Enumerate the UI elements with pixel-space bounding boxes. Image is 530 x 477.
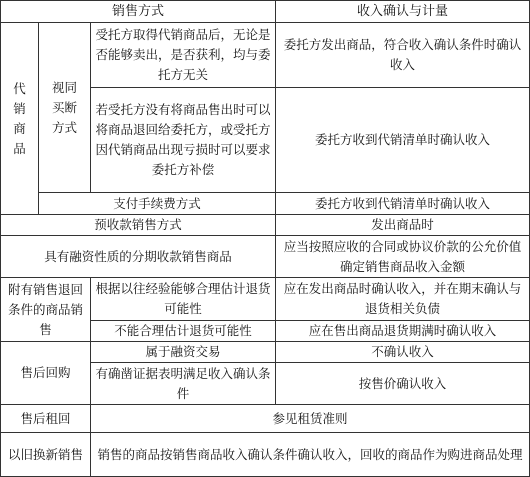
return-case2-condition: 不能合理估计退货可能性 bbox=[91, 321, 276, 342]
table-row bbox=[1, 215, 530, 236]
header-sales-method: 销售方式 bbox=[1, 1, 276, 23]
table-row bbox=[1, 193, 530, 215]
header-revenue-recognition: 收入确认与计量 bbox=[276, 1, 530, 23]
table-row bbox=[1, 433, 530, 477]
return-case1-condition: 根据以往经验能够合理估计退货可能性 bbox=[91, 278, 276, 321]
leaseback-recognition: 参见租赁准则 bbox=[91, 405, 530, 433]
buyout-case1-recognition: 委托方发出商品，符合收入确认条件时确认收入 bbox=[276, 23, 530, 88]
table-row bbox=[1, 236, 530, 278]
consignment-label: 代销商品 bbox=[1, 23, 39, 215]
installment-recognition: 应当按照应收的合同或协议价款的公允价值确定销售商品收入金额 bbox=[276, 236, 530, 278]
leaseback-label: 售后租回 bbox=[1, 405, 91, 433]
table-row bbox=[1, 405, 530, 433]
trade-in-label: 以旧换新销售 bbox=[1, 433, 91, 477]
trade-in-recognition: 销售的商品按销售商品收入确认条件确认收入，回收的商品作为购进商品处理 bbox=[91, 433, 530, 477]
advance-receipt-recognition: 发出商品时 bbox=[276, 215, 530, 236]
buyback-case1-condition: 属于融资交易 bbox=[91, 342, 276, 363]
installment-method: 具有融资性质的分期收款销售商品 bbox=[1, 236, 276, 278]
commission-method: 支付手续费方式 bbox=[39, 193, 276, 215]
table-row bbox=[1, 278, 530, 321]
advance-receipt-method: 预收款销售方式 bbox=[1, 215, 276, 236]
header-row bbox=[1, 1, 530, 23]
buyout-case1-condition: 受托方取得代销商品后，无论是否能够卖出，是否获利，均与委托方无关 bbox=[91, 23, 276, 88]
return-case1-recognition: 应在发出商品时确认收入，并在期末确认与退货相关负债 bbox=[276, 278, 530, 321]
return-case2-recognition: 应在售出商品退货期满时确认收入 bbox=[276, 321, 530, 342]
buyback-case2-recognition: 按售价确认收入 bbox=[276, 363, 530, 405]
buyout-method-label: 视同买断方式 bbox=[39, 23, 91, 193]
table-row bbox=[1, 342, 530, 363]
return-condition-label: 附有销售退回条件的商品销售 bbox=[1, 278, 91, 342]
buyout-case2-recognition: 委托方收到代销清单时确认收入 bbox=[276, 88, 530, 193]
buyback-label: 售后回购 bbox=[1, 342, 91, 405]
buyback-case2-condition: 有确凿证据表明满足收入确认条件 bbox=[91, 363, 276, 405]
commission-recognition: 委托方收到代销清单时确认收入 bbox=[276, 193, 530, 215]
buyout-case2-condition: 若受托方没有将商品售出时可以将商品退回给委托方，或受托方因代销商品出现亏损时可以要求委托方补偿 bbox=[91, 88, 276, 193]
buyback-case1-recognition: 不确认收入 bbox=[276, 342, 530, 363]
table-row bbox=[1, 23, 530, 88]
